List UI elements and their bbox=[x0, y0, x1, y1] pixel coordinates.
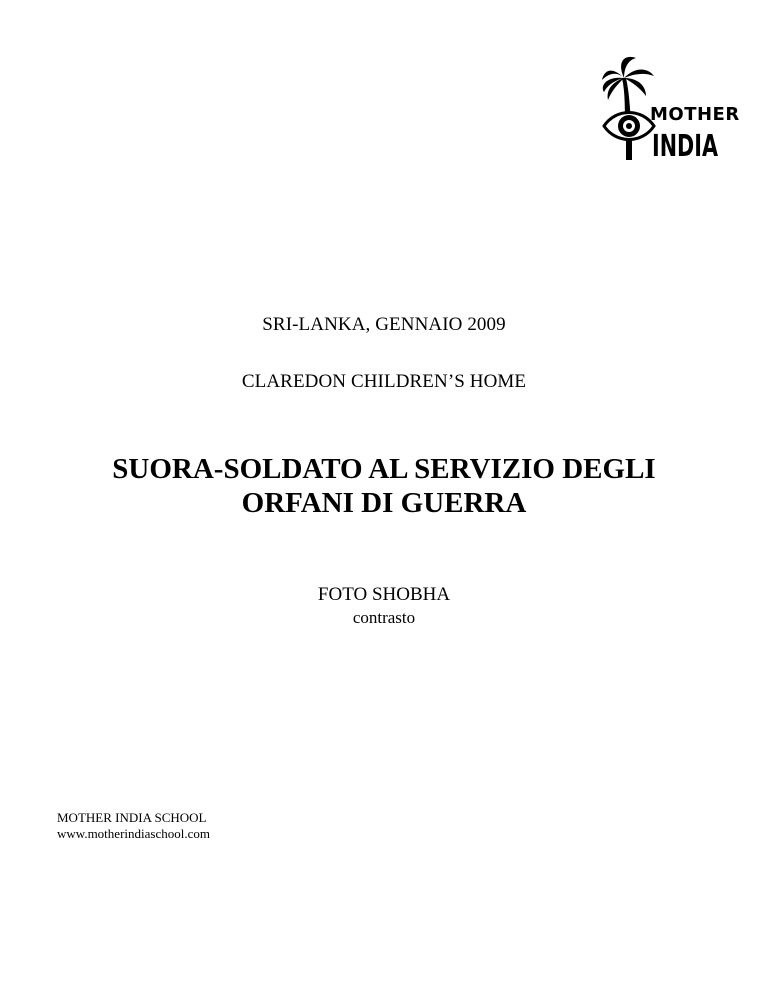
document-title bbox=[0, 452, 768, 520]
photo-credit: FOTO SHOBHA bbox=[317, 584, 451, 605]
website-link[interactable]: www.motherindiaschool.com bbox=[57, 826, 210, 841]
title-line-1: SUORA-SOLDATO AL SERVIZIO DEGLI bbox=[112, 453, 656, 485]
location: CLAREDON CHILDREN’S HOME bbox=[241, 371, 527, 392]
palm-tree-eye-icon bbox=[602, 56, 740, 164]
logo-line2: INDIA bbox=[652, 129, 719, 164]
title-line-2: ORFANI DI GUERRA bbox=[241, 487, 527, 519]
logo-line1: MOTHER bbox=[650, 104, 740, 125]
school-name: MOTHER INDIA SCHOOL bbox=[57, 810, 207, 825]
footer bbox=[57, 810, 210, 842]
place-date: SRI-LANKA, GENNAIO 2009 bbox=[262, 314, 506, 335]
mother-india-logo bbox=[602, 56, 740, 164]
agency-name: contrasto bbox=[352, 608, 416, 627]
